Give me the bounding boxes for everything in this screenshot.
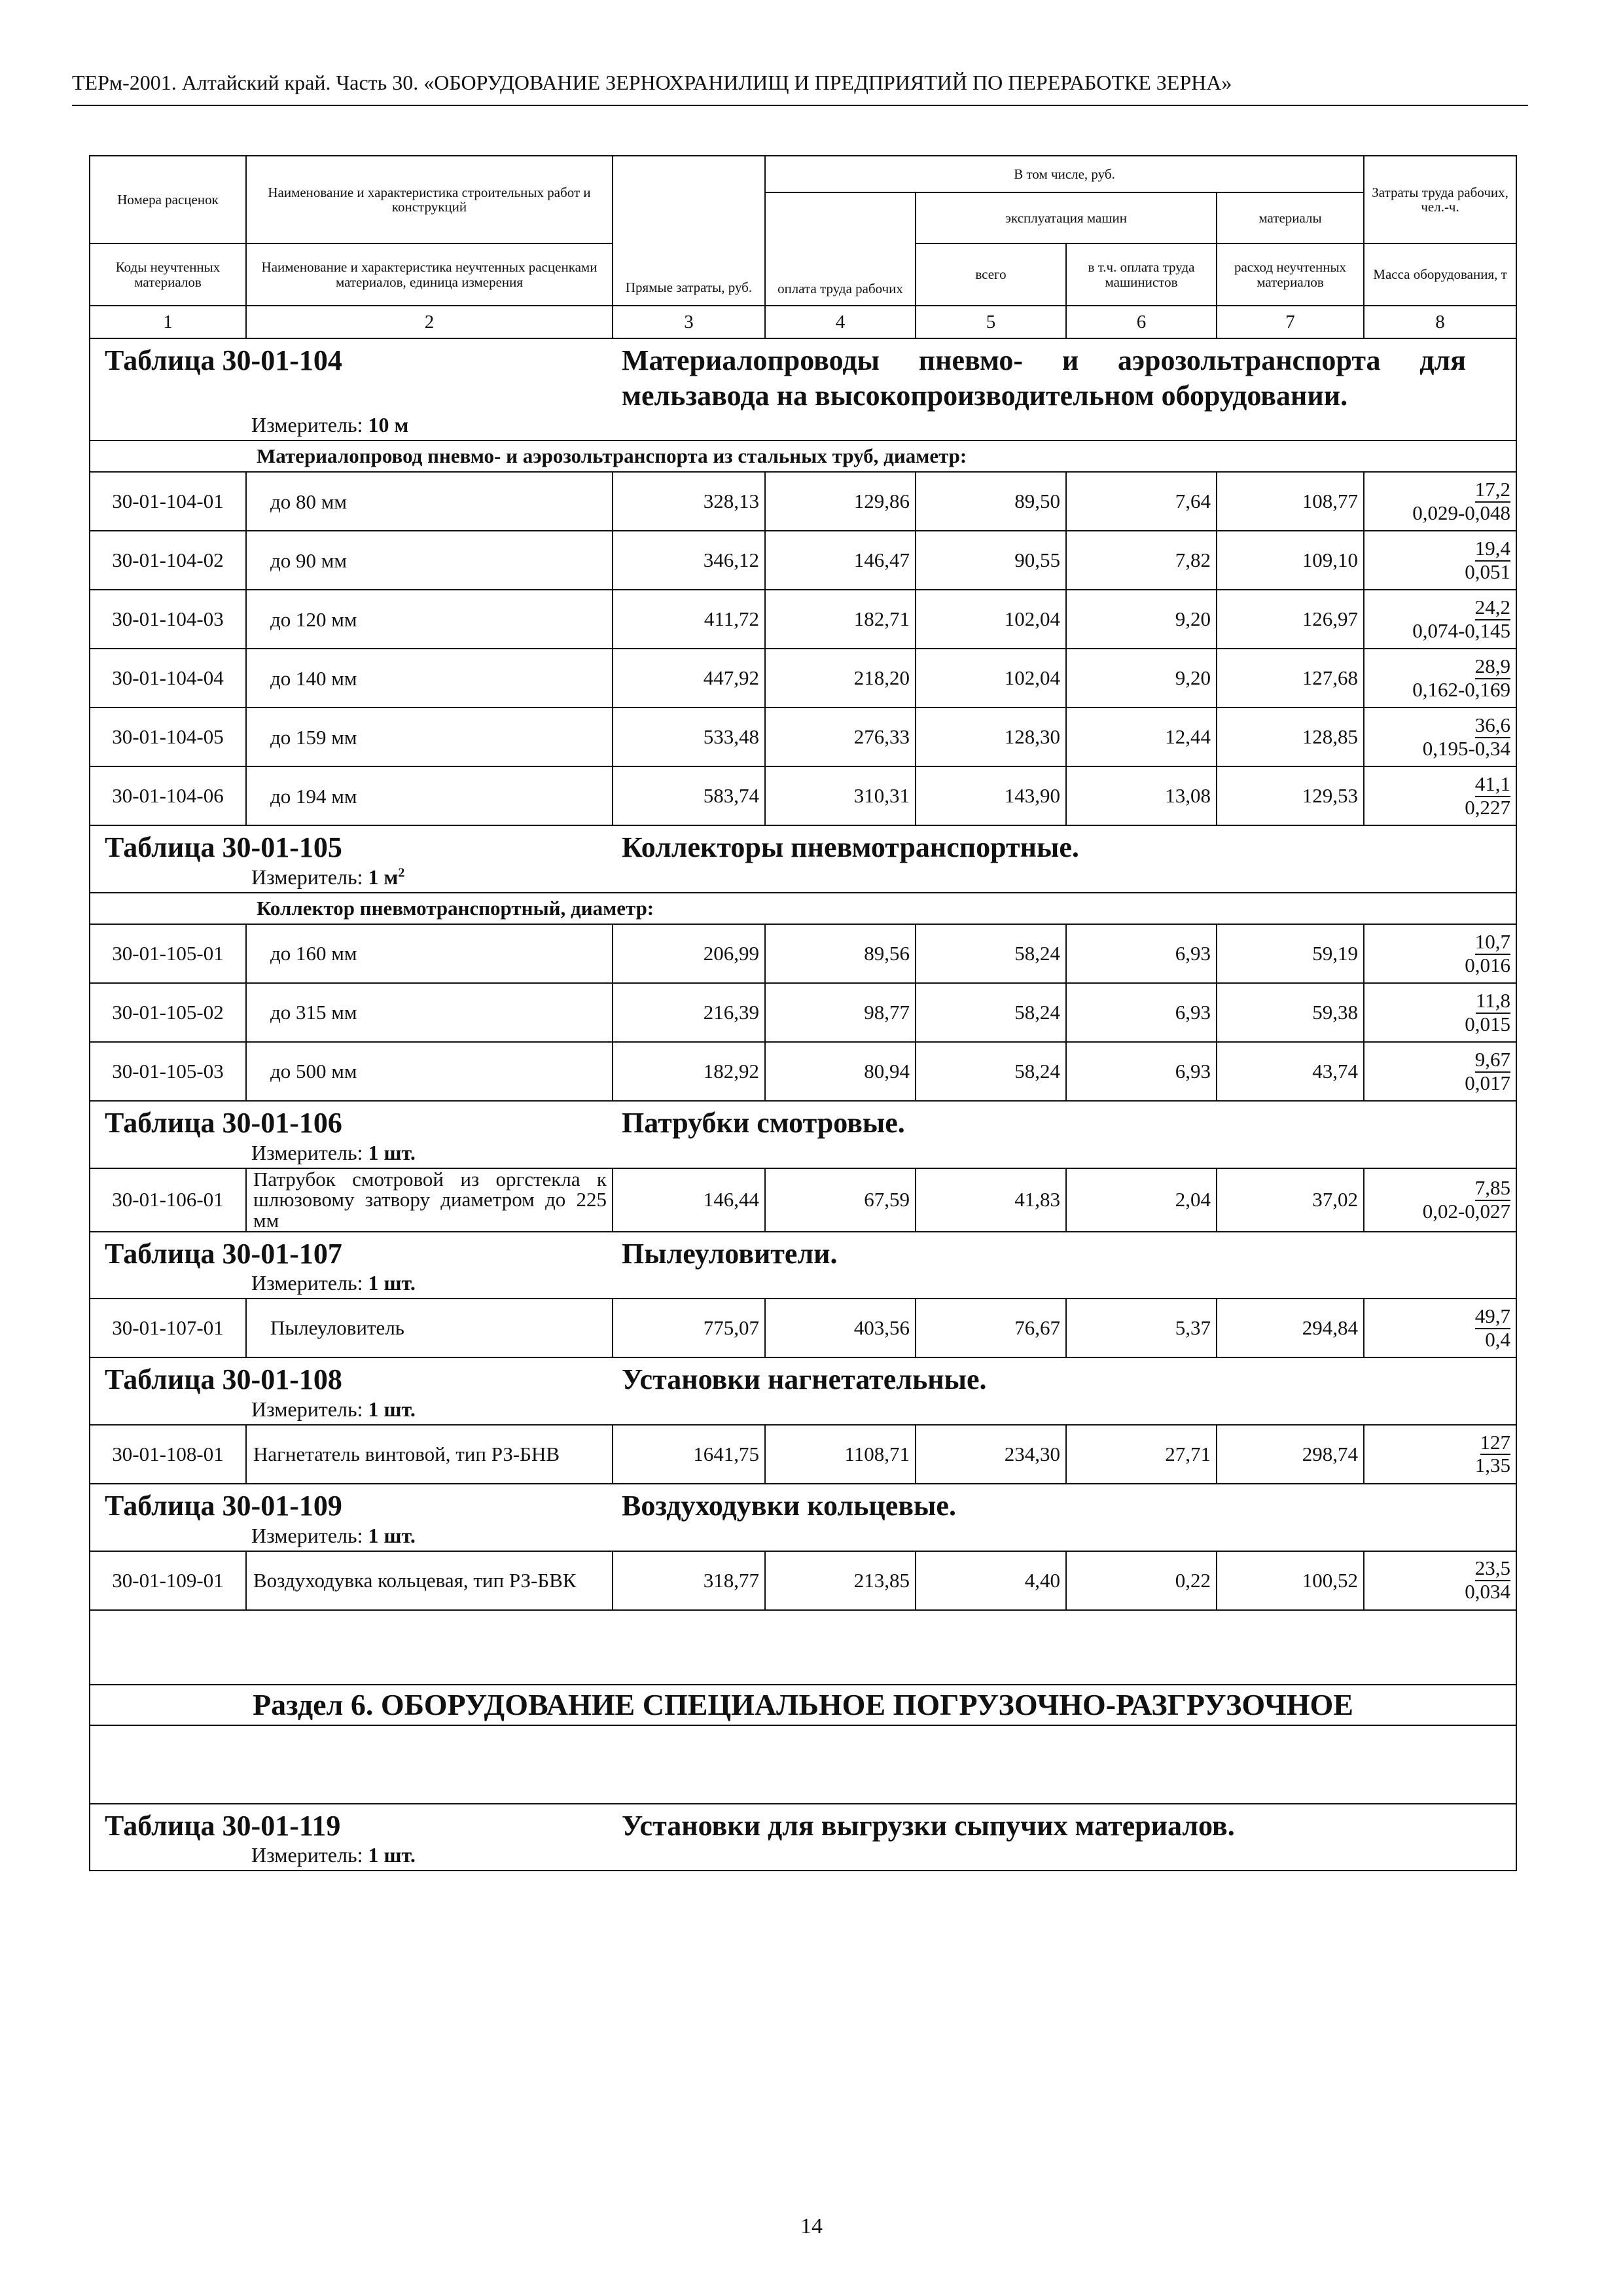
equipment-mass: 0,029-0,048 [1412,501,1511,524]
measure-line [90,413,1516,440]
value-labor: 146,47 [765,531,916,590]
measure-line [90,1843,1516,1870]
column-number: 5 [916,306,1066,338]
column-numbers-row [90,306,1516,338]
value-direct: 346,12 [613,531,765,590]
value-mach-labor: 0,22 [1066,1551,1217,1610]
table-number: Таблица 30-01-106 [105,1107,342,1139]
value-labor: 129,86 [765,472,916,531]
labor-mass-fraction [1364,924,1516,983]
table-number: Таблица 30-01-107 [105,1237,342,1270]
value-labor: 310,31 [765,766,916,825]
value-mat: 298,74 [1217,1425,1364,1484]
col1-top-header: Номера расценок [90,156,246,243]
machines-header: эксплуатация машин [916,192,1217,243]
measure-line [90,1524,1516,1551]
labor-hours: 49,7 [1475,1306,1510,1329]
table-title: Пылеуловители. [622,1237,838,1270]
col4-header: оплата труда рабочих [765,192,916,306]
value-mach: 41,83 [916,1168,1066,1232]
section-title: Раздел 6. ОБОРУДОВАНИЕ СПЕЦИАЛЬНОЕ ПОГРУЗОЧНО-РАЗГРУЗОЧНОЕ [90,1685,1516,1725]
col7-header: расход неучтенных материалов [1217,243,1364,306]
table-body [90,338,1516,1610]
header-rule [72,105,1528,106]
col5-header: всего [916,243,1066,306]
measure-unit-text: 1 шт. [368,1397,416,1421]
value-labor: 213,85 [765,1551,916,1610]
rate-code: 30-01-104-05 [90,708,246,766]
table-row [90,1299,1516,1357]
value-mach-labor: 2,04 [1066,1168,1217,1232]
table-number: Таблица 30-01-109 [105,1489,342,1522]
table-row [90,1425,1516,1484]
value-mach: 76,67 [916,1299,1066,1357]
value-mach: 143,90 [916,766,1066,825]
value-mat: 43,74 [1217,1042,1364,1101]
rate-name: до 194 мм [246,766,613,825]
value-mat: 100,52 [1217,1551,1364,1610]
labor-mass-fraction [1364,708,1516,766]
rate-name: до 315 мм [246,983,613,1042]
measure-line [90,1397,1516,1424]
labor-mass-fraction [1364,1168,1516,1232]
value-mat: 108,77 [1217,472,1364,531]
value-mach-labor: 6,93 [1066,1042,1217,1101]
equipment-mass: 0,016 [1465,953,1511,977]
rates-table [89,155,1517,1871]
column-number: 2 [246,306,613,338]
column-number: 7 [1217,306,1364,338]
equipment-mass: 0,195-0,34 [1422,736,1511,760]
col8-bottom-header: Масса оборудования, т [1364,243,1516,306]
value-mach-labor: 27,71 [1066,1425,1217,1484]
value-mach: 58,24 [916,1042,1066,1101]
column-number: 3 [613,306,765,338]
labor-mass-fraction [1364,983,1516,1042]
column-number: 1 [90,306,246,338]
rate-name: до 140 мм [246,649,613,708]
rate-name: до 120 мм [246,590,613,649]
table-row [90,766,1516,825]
rate-name: до 159 мм [246,708,613,766]
table-row [90,649,1516,708]
rate-name: до 160 мм [246,924,613,983]
value-mach: 58,24 [916,983,1066,1042]
rate-code: 30-01-104-02 [90,531,246,590]
section-gap [90,1610,1516,1685]
rate-name: до 500 мм [246,1042,613,1101]
col2-top-header: Наименование и характеристика строительных работ и конструкций [246,156,613,243]
value-mat: 109,10 [1217,531,1364,590]
measure-line [90,865,1516,892]
value-direct: 411,72 [613,590,765,649]
table-row [90,983,1516,1042]
value-labor: 276,33 [765,708,916,766]
value-direct: 775,07 [613,1299,765,1357]
value-mach-labor: 5,37 [1066,1299,1217,1357]
rate-code: 30-01-107-01 [90,1299,246,1357]
value-mach: 102,04 [916,590,1066,649]
labor-hours: 23,5 [1475,1558,1510,1581]
labor-mass-fraction [1364,1299,1516,1357]
measure-label: Измеритель: [251,1271,363,1295]
labor-mass-fraction [1364,472,1516,531]
table-number: Таблица 30-01-105 [105,831,342,864]
equipment-mass: 0,051 [1465,560,1511,583]
table-number: Таблица 30-01-119 [105,1809,341,1842]
measure-unit [368,1141,416,1164]
measure-unit [368,865,405,889]
incl-header: В том числе, руб. [765,156,1364,192]
measure-label: Измеритель: [251,1523,363,1547]
value-mat: 127,68 [1217,649,1364,708]
rate-code: 30-01-104-03 [90,590,246,649]
labor-mass-fraction [1364,531,1516,590]
table-title: Коллекторы пневмотранспортные. [622,831,1079,864]
table-row [90,1042,1516,1101]
rate-name: до 90 мм [246,531,613,590]
measure-label: Измеритель: [251,413,363,437]
section-6 [90,1610,1516,1871]
measure-unit: 1 шт. [368,1843,416,1867]
value-mach-labor: 7,82 [1066,531,1217,590]
measure-unit [368,1271,416,1295]
table-block [90,1232,1516,1299]
value-mach-labor: 9,20 [1066,590,1217,649]
measure-unit-text: 1 шт. [368,1140,416,1164]
measure-unit-text: 1 шт. [368,1523,416,1547]
rate-code: 30-01-104-06 [90,766,246,825]
table-row [90,708,1516,766]
value-mat: 129,53 [1217,766,1364,825]
labor-hours: 7,85 [1475,1177,1510,1201]
value-direct: 533,48 [613,708,765,766]
rate-code: 30-01-105-03 [90,1042,246,1101]
table-header [90,156,1516,338]
value-labor: 80,94 [765,1042,916,1101]
col1-bottom-header: Коды неучтенных материалов [90,243,246,306]
value-mach-labor: 9,20 [1066,649,1217,708]
value-direct: 182,92 [613,1042,765,1101]
value-labor: 98,77 [765,983,916,1042]
labor-hours: 127 [1480,1432,1511,1456]
value-mach-labor: 6,93 [1066,983,1217,1042]
labor-mass-fraction [1364,766,1516,825]
value-mach: 102,04 [916,649,1066,708]
value-mach-labor: 6,93 [1066,924,1217,983]
col2-bottom-header: Наименование и характеристика неучтенных расценками материалов, единица измерения [246,243,613,306]
labor-hours: 11,8 [1476,990,1510,1014]
rate-name: до 80 мм [246,472,613,531]
running-header: ТЕРм-2001. Алтайский край. Часть 30. «ОБОРУДОВАНИЕ ЗЕРНОХРАНИЛИЩ И ПРЕДПРИЯТИЙ ПО ПЕРЕРАБОТКЕ ЗЕРНА» [72,71,1232,94]
equipment-mass: 0,02-0,027 [1422,1199,1511,1223]
subheader: Коллектор пневмотранспортный, диаметр: [90,893,1516,924]
table-title: Патрубки смотровые. [622,1107,905,1139]
measure-line [90,1141,1516,1168]
value-direct: 583,74 [613,766,765,825]
value-labor: 67,59 [765,1168,916,1232]
column-number: 4 [765,306,916,338]
value-mach-labor: 13,08 [1066,766,1217,825]
measure-unit-sup: 2 [398,865,405,880]
measure-line [90,1271,1516,1298]
rate-name: Патрубок смотровой из оргстекла к шлюзовому затвору диаметром до 225 мм [246,1168,613,1232]
value-mach: 58,24 [916,924,1066,983]
measure-label: Измеритель: [251,1843,363,1867]
measure-unit [368,413,409,437]
table-title: Установки нагнетательные. [622,1363,987,1396]
table-block [90,1357,1516,1425]
rate-name: Воздуходувка кольцевая, тип РЗ-БВК [246,1551,613,1610]
value-labor: 182,71 [765,590,916,649]
measure-label: Измеритель: [251,1397,363,1421]
table-row [90,590,1516,649]
value-mach: 90,55 [916,531,1066,590]
measure-unit [368,1397,416,1421]
labor-mass-fraction [1364,1425,1516,1484]
rate-code: 30-01-105-02 [90,983,246,1042]
value-mat: 294,84 [1217,1299,1364,1357]
rate-code: 30-01-105-01 [90,924,246,983]
subheader: Материалопровод пневмо- и аэрозольтранспорта из стальных труб, диаметр: [90,440,1516,472]
table-block [90,825,1516,893]
equipment-mass: 0,015 [1465,1012,1511,1035]
rate-name: Пылеуловитель [246,1299,613,1357]
value-mach-labor: 12,44 [1066,708,1217,766]
value-mach: 4,40 [916,1551,1066,1610]
labor-mass-fraction [1364,590,1516,649]
value-direct: 447,92 [613,649,765,708]
page-number: 14 [800,2214,823,2238]
equipment-mass: 0,162-0,169 [1412,677,1511,701]
labor-hours: 41,1 [1475,774,1510,797]
equipment-mass: 1,35 [1474,1454,1511,1477]
value-direct: 216,39 [613,983,765,1042]
table-title: Установки для выгрузки сыпучих материалов. [622,1809,1235,1842]
table-number: Таблица 30-01-104 [105,344,342,376]
labor-hours: 10,7 [1475,931,1510,955]
measure-unit-text: 10 м [368,413,409,437]
labor-hours: 36,6 [1475,715,1510,738]
labor-mass-fraction [1364,649,1516,708]
table-block [90,1484,1516,1551]
section-gap [90,1725,1516,1804]
table-block [90,338,1516,440]
value-mach: 89,50 [916,472,1066,531]
table-row [90,1551,1516,1610]
value-direct: 206,99 [613,924,765,983]
table-row [90,924,1516,983]
table-row [90,1168,1516,1232]
labor-hours: 24,2 [1475,597,1510,620]
col8-top-header: Затраты труда рабочих, чел.-ч. [1364,156,1516,243]
measure-unit-text: 1 шт. [368,1271,416,1295]
value-mat: 126,97 [1217,590,1364,649]
equipment-mass: 0,227 [1465,795,1511,819]
measure-unit [368,1524,416,1547]
measure-unit-text: 1 м [368,865,399,889]
value-direct: 328,13 [613,472,765,531]
labor-mass-fraction [1364,1042,1516,1101]
rate-code: 30-01-106-01 [90,1168,246,1232]
table-row [90,472,1516,531]
column-number: 8 [1364,306,1516,338]
value-mat: 37,02 [1217,1168,1364,1232]
table-block-30-01-119 [90,1804,1516,1871]
labor-hours: 9,67 [1475,1049,1510,1073]
table-row [90,531,1516,590]
value-mach-labor: 7,64 [1066,472,1217,531]
value-labor: 218,20 [765,649,916,708]
rate-code: 30-01-104-04 [90,649,246,708]
rate-code: 30-01-108-01 [90,1425,246,1484]
labor-mass-fraction [1364,1551,1516,1610]
equipment-mass: 0,034 [1465,1580,1511,1604]
materials-header: материалы [1217,192,1364,243]
table-title: Материалопроводы пневмо- и аэрозольтранспорта для мельзавода на высокопроизводительном оборудовании. [622,344,1466,412]
col3-header: Прямые затраты, руб. [613,156,765,306]
table-block [90,1101,1516,1168]
value-mach: 234,30 [916,1425,1066,1484]
rate-name: Нагнетатель винтовой, тип РЗ-БНВ [246,1425,613,1484]
table-title: Воздуходувки кольцевые. [622,1489,956,1522]
value-labor: 89,56 [765,924,916,983]
rate-code: 30-01-109-01 [90,1551,246,1610]
value-mat: 59,19 [1217,924,1364,983]
labor-hours: 17,2 [1475,479,1510,503]
rate-code: 30-01-104-01 [90,472,246,531]
value-mat: 128,85 [1217,708,1364,766]
column-number: 6 [1066,306,1217,338]
value-direct: 318,77 [613,1551,765,1610]
value-direct: 1641,75 [613,1425,765,1484]
value-direct: 146,44 [613,1168,765,1232]
labor-hours: 28,9 [1475,656,1510,679]
value-mat: 59,38 [1217,983,1364,1042]
labor-hours: 19,4 [1475,538,1510,562]
equipment-mass: 0,017 [1465,1071,1511,1094]
table-number: Таблица 30-01-108 [105,1363,342,1396]
value-labor: 1108,71 [765,1425,916,1484]
equipment-mass: 0,4 [1485,1327,1511,1351]
measure-label: Измеритель: [251,865,363,889]
value-mach: 128,30 [916,708,1066,766]
col6-header: в т.ч. оплата труда машинистов [1066,243,1217,306]
equipment-mass: 0,074-0,145 [1412,619,1511,642]
measure-label: Измеритель: [251,1140,363,1164]
value-labor: 403,56 [765,1299,916,1357]
